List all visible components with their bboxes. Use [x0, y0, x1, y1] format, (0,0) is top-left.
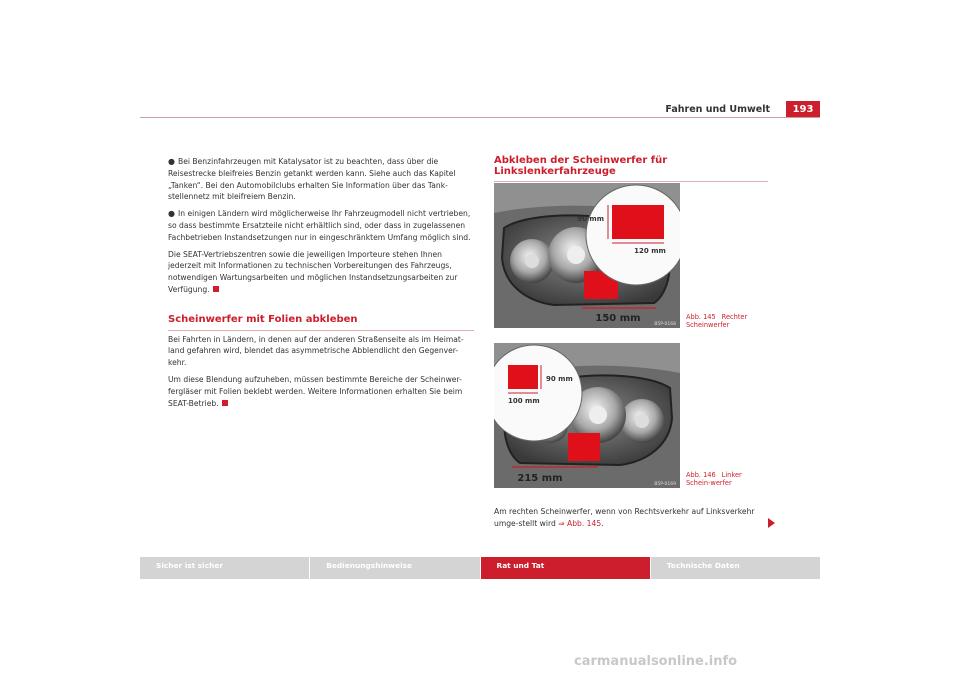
bullet-icon: ●	[168, 157, 175, 166]
caption-number: Abb. 146	[686, 471, 716, 479]
headlight-illustration-right	[494, 183, 680, 328]
caption-text: Linker Schein-werfer	[686, 471, 742, 487]
header-divider	[140, 117, 820, 118]
caption-text: Rechter Scheinwerfer	[686, 313, 748, 329]
paragraph	[168, 374, 474, 409]
page-number: 193	[786, 101, 820, 118]
tab-technische-daten[interactable]: Technische Daten	[651, 557, 820, 579]
headlight-illustration-left	[494, 343, 680, 488]
fig1-code: B5P-0168	[654, 322, 676, 327]
bullet-text: Bei Benzinfahrzeugen mit Katalysator ist zu beachten, dass über die Reisestrecke bleifreies Benzin getankt werden kann. Siehe auch das Kapitel „Tanken“. Bei den Automobilclubs erhalten Sie Information über das Tank-stellennetz mit bleifreiem Benzin.	[168, 157, 456, 202]
section-heading: Scheinwerfer mit Folien abkleben	[168, 314, 474, 331]
figure-caption	[686, 471, 766, 487]
page-header-title: Fahren und Umwelt	[665, 104, 770, 115]
figure-reference-link[interactable]: ⇒ Abb. 145	[558, 518, 602, 528]
paragraph-text: Um diese Blendung aufzuheben, müssen bestimmte Bereiche der Scheinwer-fergläser mit Folien beklebt werden. Weitere Informationen erhalten Sie beim SEAT-Betrieb.	[168, 374, 463, 408]
footer-nav	[140, 557, 820, 579]
next-page-arrow-icon[interactable]	[768, 518, 775, 528]
paragraph-text: Die SEAT-Vertriebszentren sowie die jeweiligen Importeure stehen Ihnen jederzeit mit Informationen zu technischen Vorbereitungen des Fahrzeugs, notwendigen Wartungsarbeiten und möglichen Instandsetzungsarbeiten zur Verfügung.	[168, 249, 458, 294]
fig1-height-label: 90 mm	[577, 215, 604, 223]
figure-right-headlight	[494, 183, 680, 328]
caption-number: Abb. 145	[686, 313, 716, 321]
fig2-height-label: 90 mm	[546, 375, 573, 383]
figure-caption	[686, 313, 766, 329]
bullet-item	[168, 208, 474, 243]
fig1-offset-label: 150 mm	[595, 313, 641, 324]
paragraph: Bei Fahrten in Ländern, in denen auf der anderen Straßenseite als im Heimat-land gefahren wird, blendet das asymmetrische Abblendlicht den Gegenver-kehr.	[168, 334, 464, 368]
tab-bedienungshinweise[interactable]: Bedienungshinweise	[310, 557, 479, 579]
end-marker-icon	[213, 286, 219, 292]
end-marker-icon	[222, 400, 228, 406]
fig2-code: B5P-0169	[654, 482, 676, 487]
right-body-paragraph: Am rechten Scheinwerfer, wenn von Rechtsverkehr auf Linksverkehr umge-stellt wird ⇒ Abb. 145.	[494, 507, 755, 528]
fig1-width-label: 120 mm	[634, 247, 666, 255]
tab-sicher-ist-sicher[interactable]: Sicher ist sicher	[140, 557, 309, 579]
paragraph-text: Am rechten Scheinwerfer, wenn von Rechtsverkehr auf Linksverkehr umge-stellt wird	[494, 507, 755, 528]
bullet-text: In einigen Ländern wird möglicherweise Ihr Fahrzeugmodell nicht vertrieben, so dass bestimmte Ersatzteile nicht erhältlich sind, oder dass in zugelassenen Fachbetrieben Instandsetzungen nur in eingeschränktem Umfang möglich sind.	[168, 209, 471, 242]
figure-left-headlight	[494, 343, 680, 488]
fig2-width-label: 100 mm	[508, 397, 540, 405]
fig2-offset-label: 215 mm	[517, 473, 563, 484]
paragraph	[168, 249, 474, 296]
section-heading: Abkleben der Scheinwerfer für Linkslenkerfahrzeuge	[494, 155, 768, 182]
left-column	[168, 156, 474, 414]
tab-rat-und-tat[interactable]: Rat und Tat	[481, 557, 650, 579]
bullet-icon: ●	[168, 209, 175, 219]
watermark-text: carmanualsonline.info	[574, 654, 738, 669]
bullet-item	[168, 156, 474, 203]
